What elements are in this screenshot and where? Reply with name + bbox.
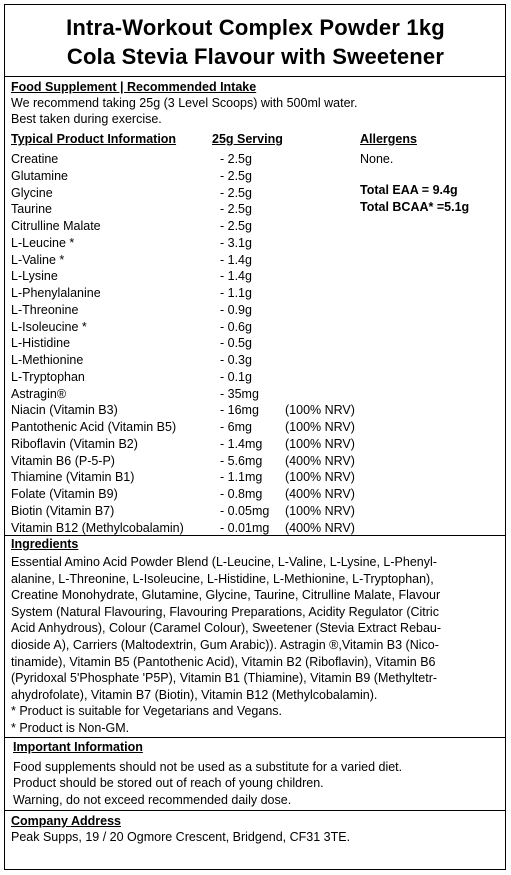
- ingredients-line: * Product is suitable for Vegetarians and Vegans.: [11, 704, 283, 719]
- ingredients-divider: [5, 535, 506, 536]
- company-divider: [5, 810, 506, 811]
- ingredients-line: System (Natural Flavouring, Flavouring Preparations, Acidity Regulator (Citric: [11, 604, 439, 619]
- ingredients-line: Creatine Monohydrate, Glutamine, Glycine, Taurine, Citrulline Malate, Flavour: [11, 588, 441, 603]
- ingredients-line: alanine, L-Threonine, L-Isoleucine, L-Histidine, L-Methionine, L-Tryptophan),: [11, 571, 434, 586]
- nutrient-name: L-Lysine: [11, 269, 58, 284]
- nutrient-amount: - 2.5g: [220, 185, 252, 200]
- table-header-allergens: Allergens: [360, 132, 417, 146]
- nutrient-nrv: (100% NRV): [285, 470, 355, 485]
- nutrient-name: Taurine: [11, 202, 52, 217]
- ingredients-line: ahydrofolate), Vitamin B7 (Biotin), Vitamin B12 (Methylcobalamin).: [11, 687, 378, 702]
- nutrient-name: Citrulline Malate: [11, 219, 101, 233]
- product-title-line2: Cola Stevia Flavour with Sweetener: [66, 44, 445, 69]
- ingredients-heading: Ingredients: [11, 537, 79, 551]
- nutrient-name: Vitamin B12 (Methylcobalamin): [11, 520, 184, 535]
- nutrient-amount: - 0.01mg: [220, 520, 270, 535]
- nutrient-amount: - 2.5g: [220, 202, 252, 217]
- allergens-value: None.: [360, 152, 394, 166]
- nutrient-nrv: (400% NRV): [285, 487, 355, 501]
- nutrient-amount: - 2.5g: [220, 168, 252, 183]
- nutrient-name: Riboflavin (Vitamin B2): [11, 436, 138, 451]
- nutrient-amount: - 1.1g: [220, 286, 252, 300]
- nutrient-nrv: (100% NRV): [285, 403, 355, 418]
- table-header-serving: 25g Serving: [212, 132, 283, 146]
- ingredients-line: tinamide), Vitamin B5 (Pantothenic Acid), Vitamin B2 (Riboflavin), Vitamin B6: [11, 654, 436, 669]
- nutrient-amount: - 6mg: [220, 420, 252, 434]
- nutrient-name: L-Histidine: [11, 336, 71, 351]
- nutrient-amount: - 1.1mg: [220, 470, 263, 485]
- nutrient-amount: - 1.4mg: [220, 436, 263, 451]
- nutrient-name: Biotin (Vitamin B7): [11, 503, 115, 518]
- nutrient-nrv: (100% NRV): [285, 420, 355, 434]
- nutrient-amount: - 0.05mg: [220, 503, 270, 518]
- nutrient-name: L-Leucine *: [11, 235, 75, 250]
- nutrient-name: Creatine: [11, 152, 59, 166]
- nutrient-name: Vitamin B6 (P-5-P): [11, 453, 115, 468]
- important-line: Product should be stored out of reach of young children.: [13, 776, 324, 790]
- ingredients-line: dioside A), Carriers (Maltodextrin, Gum Arabic)). Astragin ®,Vitamin B3 (Nico-: [11, 637, 439, 652]
- intake-line2: Best taken during exercise.: [11, 112, 162, 126]
- nutrient-amount: - 2.5g: [220, 152, 252, 166]
- nutrient-name: Niacin (Vitamin B3): [11, 403, 118, 418]
- nutrient-amount: - 0.5g: [220, 336, 252, 351]
- nutrient-name: Thiamine (Vitamin B1): [11, 470, 135, 485]
- ingredients-text: [11, 554, 503, 737]
- nutrient-amount: - 0.1g: [220, 369, 252, 384]
- ingredients-line: * Product is Non-GM.: [11, 720, 130, 735]
- ingredients-line: Acid Anhydrous), Colour (Caramel Colour), Sweetener (Stevia Extract Rebau-: [11, 621, 442, 636]
- table-header-product-info: Typical Product Information: [11, 132, 177, 146]
- nutrient-amount: - 35mg: [220, 386, 259, 401]
- nutrient-amount: - 1.4g: [220, 252, 252, 267]
- nutrient-amount: - 16mg: [220, 403, 259, 418]
- nutrient-nrv: (400% NRV): [285, 520, 355, 535]
- intake-heading: Food Supplement | Recommended Intake: [11, 80, 257, 94]
- nutrient-amount: - 0.9g: [220, 302, 252, 317]
- title-divider: [5, 76, 506, 77]
- nutrient-name: Glutamine: [11, 168, 68, 183]
- nutrient-name: Pantothenic Acid (Vitamin B5): [11, 420, 177, 434]
- nutrient-name: L-Methionine: [11, 353, 84, 367]
- nutrient-nrv: (100% NRV): [285, 436, 355, 451]
- company-address: Peak Supps, 19 / 20 Ogmore Crescent, Bridgend, CF31 3TE.: [11, 830, 351, 844]
- nutrient-name: L-Tryptophan: [11, 369, 85, 384]
- nutrient-name: L-Isoleucine *: [11, 319, 87, 334]
- nutrient-amount: - 0.6g: [220, 319, 252, 334]
- company-heading: Company Address: [11, 814, 121, 828]
- total-eaa: Total EAA = 9.4g: [360, 183, 458, 197]
- important-divider: [5, 737, 506, 738]
- ingredients-line: Essential Amino Acid Powder Blend (L-Leucine, L-Valine, L-Lysine, L-Phenyl-: [11, 555, 437, 569]
- nutrient-nrv: (100% NRV): [285, 503, 355, 518]
- nutrient-nrv: (400% NRV): [285, 453, 355, 468]
- nutrient-amount: - 5.6mg: [220, 453, 263, 468]
- ingredients-line: (Pyridoxal 5'Phosphate 'P5P), Vitamin B1 (Thiamine), Vitamin B9 (Methyltetr-: [11, 671, 438, 686]
- nutrient-amount: - 0.3g: [220, 353, 252, 367]
- nutrient-amount: - 3.1g: [220, 235, 252, 250]
- nutrient-name: Folate (Vitamin B9): [11, 487, 118, 501]
- total-bcaa: Total BCAA* =5.1g: [360, 200, 470, 214]
- nutrient-name: Astragin®: [11, 386, 67, 401]
- important-line: Food supplements should not be used as a substitute for a varied diet.: [13, 760, 403, 774]
- nutrient-name: L-Threonine: [11, 302, 79, 317]
- important-line: Warning, do not exceed recommended daily dose.: [13, 793, 292, 807]
- important-heading: Important Information: [13, 740, 143, 754]
- nutrient-name: Glycine: [11, 185, 53, 200]
- intake-line1: We recommend taking 25g (3 Level Scoops) with 500ml water.: [11, 96, 358, 110]
- nutrient-name: L-Phenylalanine: [11, 286, 101, 300]
- nutrient-amount: - 0.8mg: [220, 487, 263, 501]
- nutrient-amount: - 2.5g: [220, 219, 252, 233]
- nutrient-name: L-Valine *: [11, 252, 65, 267]
- product-title-line1: Intra-Workout Complex Powder 1kg: [66, 15, 445, 40]
- nutrient-amount: - 1.4g: [220, 269, 252, 284]
